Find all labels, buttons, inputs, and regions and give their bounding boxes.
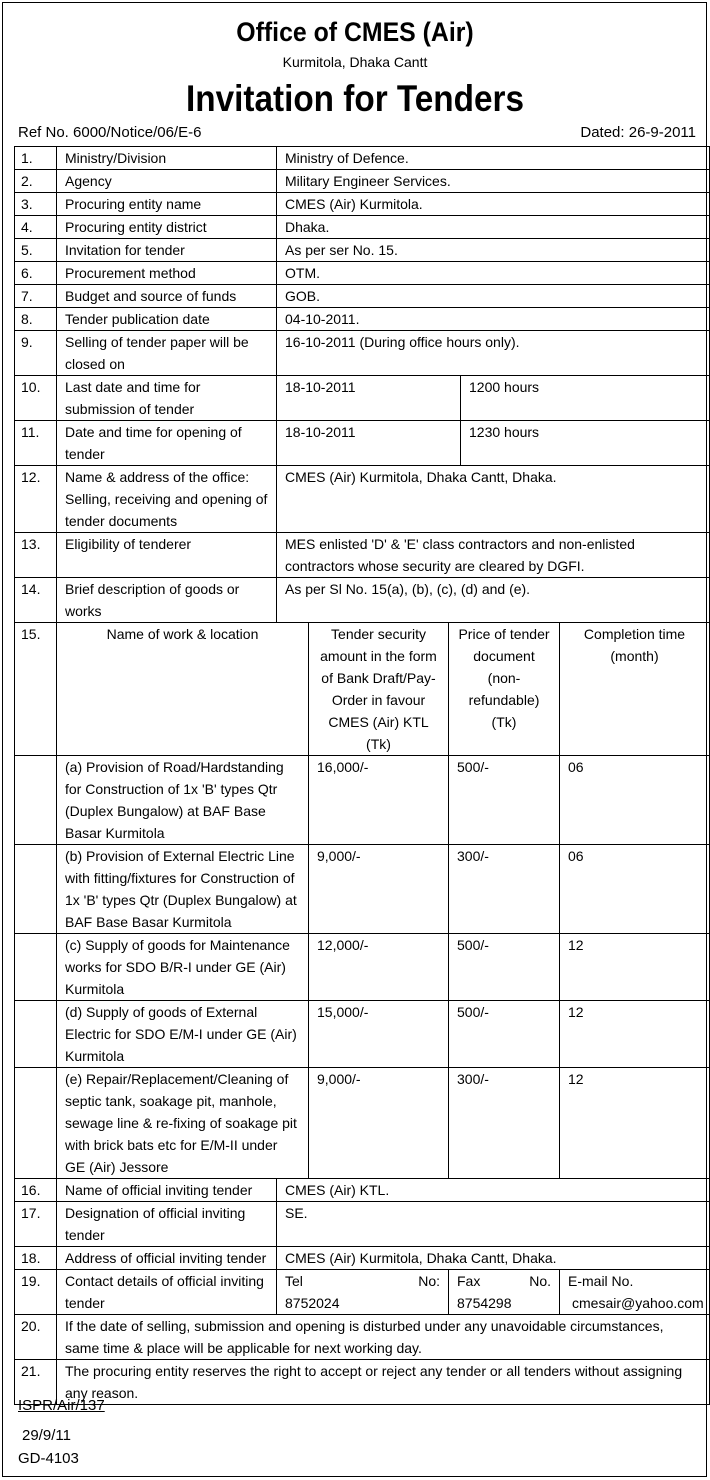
work-completion: 06 <box>560 845 710 934</box>
row-number: 8. <box>15 308 57 331</box>
office-title: Office of CMES (Air) <box>236 17 474 47</box>
row-label: Address of official inviting tender <box>57 1247 277 1270</box>
work-completion: 06 <box>560 756 710 845</box>
row-label: Name of official inviting tender <box>57 1179 277 1202</box>
row-value: GOB. <box>277 285 710 308</box>
row-number: 7. <box>15 285 57 308</box>
reference-number: Ref No. 6000/Notice/06/E-6 <box>18 124 202 141</box>
table-row <box>15 239 710 262</box>
tel-label: Tel No: <box>285 1273 440 1289</box>
works-header-row <box>15 623 710 756</box>
row-date: 18-10-2011 <box>277 376 461 421</box>
row-value: 16-10-2011 (During office hours only). <box>277 331 710 376</box>
work-price: 300/- <box>449 1068 560 1179</box>
work-completion: 12 <box>560 1001 710 1068</box>
work-completion: 12 <box>560 1068 710 1179</box>
row-label: Designation of official inviting tender <box>57 1202 277 1247</box>
row-value: MES enlisted 'D' & 'E' class contractors and non-enlisted contractors whose security are cleared by DGFI. <box>277 533 710 578</box>
row-number: 5. <box>15 239 57 262</box>
row-label: Eligibility of tenderer <box>57 533 277 578</box>
table-row <box>15 1247 710 1270</box>
row-label: Last date and time for submission of tender <box>57 376 277 421</box>
row-number: 15. <box>15 623 57 756</box>
contact-fax <box>449 1270 560 1315</box>
ispr-code: ISPR/Air/137 <box>18 1397 105 1414</box>
footer-date: 29/9/11 <box>22 1427 71 1444</box>
row-number: 19. <box>15 1270 57 1315</box>
table-row <box>15 1270 710 1315</box>
row-number: 9. <box>15 331 57 376</box>
work-security: 16,000/- <box>309 756 449 845</box>
table-row <box>15 216 710 239</box>
work-name: (c) Supply of goods for Maintenance works for SDO B/R-I under GE (Air) Kurmitola <box>57 934 309 1001</box>
fax-label: Fax No. <box>457 1273 551 1289</box>
row-label: Ministry/Division <box>57 147 277 170</box>
row-number: 3. <box>15 193 57 216</box>
email-address: cmesair@yahoo.com <box>572 1295 704 1311</box>
row-label: Name & address of the office: Selling, receiving and opening of tender documents <box>57 466 277 533</box>
tender-table <box>14 146 710 1405</box>
row-label: Procurement method <box>57 262 277 285</box>
contact-tel <box>277 1270 449 1315</box>
row-label: Date and time for opening of tender <box>57 421 277 466</box>
work-security: 12,000/- <box>309 934 449 1001</box>
row-number: 11. <box>15 421 57 466</box>
table-row <box>15 376 710 421</box>
notice-date: Dated: 26-9-2011 <box>580 124 696 141</box>
row-time: 1200 hours <box>461 376 710 421</box>
work-price: 500/- <box>449 756 560 845</box>
work-item-row <box>15 1001 710 1068</box>
row-number: 2. <box>15 170 57 193</box>
row-number: 1. <box>15 147 57 170</box>
table-row <box>15 147 710 170</box>
table-row <box>15 1360 710 1405</box>
work-security: 9,000/- <box>309 1068 449 1179</box>
contact-email <box>560 1270 710 1315</box>
work-name: (d) Supply of goods of External Electric for SDO E/M-I under GE (Air) Kurmitola <box>57 1001 309 1068</box>
header-tender-security: Tender security amount in the form of Bank Draft/Pay-Order in favour CMES (Air) KTL (Tk) <box>309 623 449 756</box>
work-item-row <box>15 934 710 1001</box>
work-name: (e) Repair/Replacement/Cleaning of septic tank, soakage pit, manhole, sewage line & re-fixing of soakage pit with brick bats etc for E/M-II under GE (Air) Jessore <box>57 1068 309 1179</box>
row-number: 12. <box>15 466 57 533</box>
row-value: CMES (Air) Kurmitola, Dhaka Cantt, Dhaka. <box>277 1247 710 1270</box>
row-value: CMES (Air) KTL. <box>277 1179 710 1202</box>
gd-number: GD-4103 <box>18 1450 79 1467</box>
row-value: Dhaka. <box>277 216 710 239</box>
table-row <box>15 331 710 376</box>
work-price: 500/- <box>449 934 560 1001</box>
table-row <box>15 193 710 216</box>
header-completion-time: Completion time (month) <box>560 623 710 756</box>
table-row <box>15 1202 710 1247</box>
table-row <box>15 421 710 466</box>
table-row <box>15 578 710 623</box>
row-label: Brief description of goods or works <box>57 578 277 623</box>
work-name: (a) Provision of Road/Hardstanding for Construction of 1x 'B' types Qtr (Duplex Bungalow) at BAF Base Basar Kurmitola <box>57 756 309 845</box>
row-value: 04-10-2011. <box>277 308 710 331</box>
notice-title: Invitation for Tenders <box>186 78 524 119</box>
work-item-row <box>15 1068 710 1179</box>
row-number: 6. <box>15 262 57 285</box>
row-label: Procuring entity name <box>57 193 277 216</box>
row-value: SE. <box>277 1202 710 1247</box>
row-value: CMES (Air) Kurmitola, Dhaka Cantt, Dhaka. <box>277 466 710 533</box>
row-number: 13. <box>15 533 57 578</box>
row-label: Budget and source of funds <box>57 285 277 308</box>
row-time: 1230 hours <box>461 421 710 466</box>
table-row <box>15 1179 710 1202</box>
work-item-row <box>15 845 710 934</box>
row-label: Agency <box>57 170 277 193</box>
row-value: Military Engineer Services. <box>277 170 710 193</box>
row-number: 17. <box>15 1202 57 1247</box>
row-value: CMES (Air) Kurmitola. <box>277 193 710 216</box>
row-number: 20. <box>15 1315 57 1360</box>
tel-number: 8752024 <box>285 1295 340 1311</box>
table-row <box>15 1315 710 1360</box>
row-number: 10. <box>15 376 57 421</box>
row-label: Contact details of official inviting tender <box>57 1270 277 1315</box>
work-item-row <box>15 756 710 845</box>
table-row <box>15 308 710 331</box>
table-row <box>15 533 710 578</box>
row-label: Tender publication date <box>57 308 277 331</box>
row-label: Selling of tender paper will be closed on <box>57 331 277 376</box>
work-completion: 12 <box>560 934 710 1001</box>
row-number: 18. <box>15 1247 57 1270</box>
row-number: 14. <box>15 578 57 623</box>
row-value: As per ser No. 15. <box>277 239 710 262</box>
work-security: 15,000/- <box>309 1001 449 1068</box>
table-row <box>15 285 710 308</box>
office-location: Kurmitola, Dhaka Cantt <box>282 54 428 70</box>
work-price: 300/- <box>449 845 560 934</box>
table-row <box>15 262 710 285</box>
table-row <box>15 466 710 533</box>
row-label: Procuring entity district <box>57 216 277 239</box>
row-value: OTM. <box>277 262 710 285</box>
row-note: The procuring entity reserves the right to accept or reject any tender or all tenders without assigning any reason. <box>57 1360 710 1405</box>
row-label: Invitation for tender <box>57 239 277 262</box>
row-number: 16. <box>15 1179 57 1202</box>
header-document-price: Price of tender document (non-refundable) (Tk) <box>449 623 560 756</box>
work-name: (b) Provision of External Electric Line with fitting/fixtures for Construction of 1x 'B' types Qtr (Duplex Bungalow) at BAF Base Basar Kurmitola <box>57 845 309 934</box>
email-label: E-mail No. <box>568 1273 634 1289</box>
row-date: 18-10-2011 <box>277 421 461 466</box>
row-value: Ministry of Defence. <box>277 147 710 170</box>
row-value: As per Sl No. 15(a), (b), (c), (d) and (e). <box>277 578 710 623</box>
row-number: 4. <box>15 216 57 239</box>
fax-number: 8754298 <box>457 1295 512 1311</box>
header-name-of-work: Name of work & location <box>57 623 309 756</box>
work-price: 500/- <box>449 1001 560 1068</box>
table-row <box>15 170 710 193</box>
row-number: 21. <box>15 1360 57 1405</box>
row-note: If the date of selling, submission and opening is disturbed under any unavoidable circumstances, same time & place will be applicable for next working day. <box>57 1315 710 1360</box>
work-security: 9,000/- <box>309 845 449 934</box>
